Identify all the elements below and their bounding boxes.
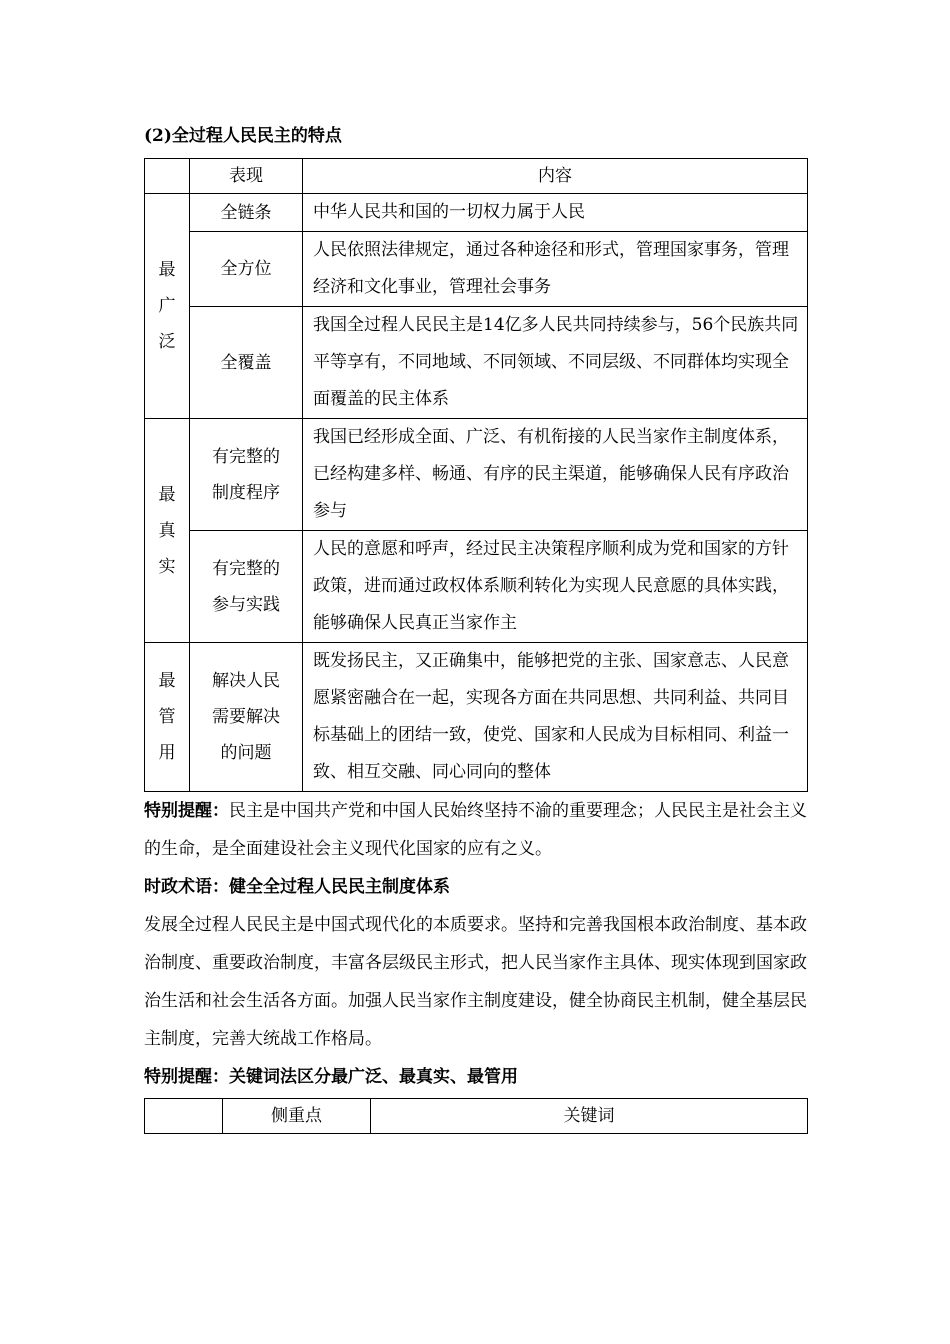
category-char: 泛 xyxy=(158,332,176,352)
category-cell-most-effective xyxy=(145,643,190,792)
term-paragraph: 发展全过程人民民主是中国式现代化的本质要求。坚持和完善我国根本政治制度、基本政治制度、重要政治制度，丰富各层级民主形式，把人民当家作主具体、现实体现到国家政治生活和社会生活各方面。加强人民当家作主制度建设，健全协商民主机制，健全基层民主制度，完善大统战工作格局。 xyxy=(144,915,807,1049)
document-page xyxy=(144,118,807,1134)
category-char: 真 xyxy=(158,520,176,541)
table-row xyxy=(145,531,808,643)
content-cell: 我国已经形成全面、广泛、有机衔接的人民当家作主制度体系，已经构建多样、畅通、有序的民主渠道，能够确保人民有序政治参与 xyxy=(303,419,808,531)
reminder-label: 特别提醒： xyxy=(144,801,229,821)
features-table xyxy=(144,158,808,792)
keywords-table-header-row xyxy=(145,1099,808,1134)
label-line: 制度程序 xyxy=(212,482,280,503)
label-cell xyxy=(190,419,303,531)
category-cell-most-genuine xyxy=(145,419,190,643)
header-cell-keywords: 关键词 xyxy=(371,1099,808,1134)
content-cell: 中华人民共和国的一切权力属于人民 xyxy=(303,194,808,232)
header-cell-empty xyxy=(145,1099,223,1134)
table-row xyxy=(145,307,808,419)
special-reminder-1 xyxy=(144,792,807,868)
features-table-header-row xyxy=(145,159,808,194)
table-row xyxy=(145,232,808,307)
reminder-text: 民主是中国共产党和中国人民始终坚持不渝的重要理念；人民民主是社会主义的生命，是全面建设社会主义现代化国家的应有之义。 xyxy=(144,801,807,859)
category-cell-broadest xyxy=(145,194,190,419)
label-line: 有完整的 xyxy=(212,446,280,467)
category-char: 实 xyxy=(158,556,176,577)
table-row xyxy=(145,643,808,792)
category-char: 管 xyxy=(158,707,176,727)
content-cell: 我国全过程人民民主是14亿多人民共同持续参与，56个民族共同平等享有，不同地域、不同领域、不同层级、不同群体均实现全面覆盖的民主体系 xyxy=(303,307,808,419)
table-row xyxy=(145,194,808,232)
table-row xyxy=(145,419,808,531)
label-cell xyxy=(190,531,303,643)
category-char: 用 xyxy=(158,743,176,763)
header-cell-manifestation: 表现 xyxy=(190,159,303,194)
label-line: 解决人民 xyxy=(212,671,280,691)
section-heading: (2)全过程人民民主的特点 xyxy=(144,126,342,146)
label-cell xyxy=(190,643,303,792)
label-cell: 全方位 xyxy=(190,232,303,307)
category-char: 广 xyxy=(158,296,176,316)
label-line: 参与实践 xyxy=(212,594,280,615)
category-char: 最 xyxy=(158,484,176,505)
content-cell: 人民的意愿和呼声，经过民主决策程序顺利成为党和国家的方针政策，进而通过政权体系顺利转化为实现人民意愿的具体实践，能够确保人民真正当家作主 xyxy=(303,531,808,643)
label-cell: 全覆盖 xyxy=(190,307,303,419)
header-cell-content: 内容 xyxy=(303,159,808,194)
label-line: 需要解决 xyxy=(212,707,280,727)
header-cell-focus: 侧重点 xyxy=(223,1099,371,1134)
category-char: 最 xyxy=(158,671,176,691)
keywords-table xyxy=(144,1098,808,1134)
category-char: 最 xyxy=(158,260,176,280)
label-line: 有完整的 xyxy=(212,558,280,579)
header-cell-empty xyxy=(145,159,190,194)
special-reminder-2-heading: 特别提醒：关键词法区分最广泛、最真实、最管用 xyxy=(144,1067,518,1087)
label-cell: 全链条 xyxy=(190,194,303,232)
label-line: 的问题 xyxy=(220,743,272,763)
content-cell: 人民依照法律规定，通过各种途径和形式，管理国家事务，管理经济和文化事业，管理社会事务 xyxy=(303,232,808,307)
content-cell: 既发扬民主，又正确集中，能够把党的主张、国家意志、人民意愿紧密融合在一起，实现各方面在共同思想、共同利益、共同目标基础上的团结一致，使党、国家和人民成为目标相同、利益一致、相互交融、同心同向的整体 xyxy=(303,643,808,792)
term-heading: 时政术语：健全全过程人民民主制度体系 xyxy=(144,877,450,897)
